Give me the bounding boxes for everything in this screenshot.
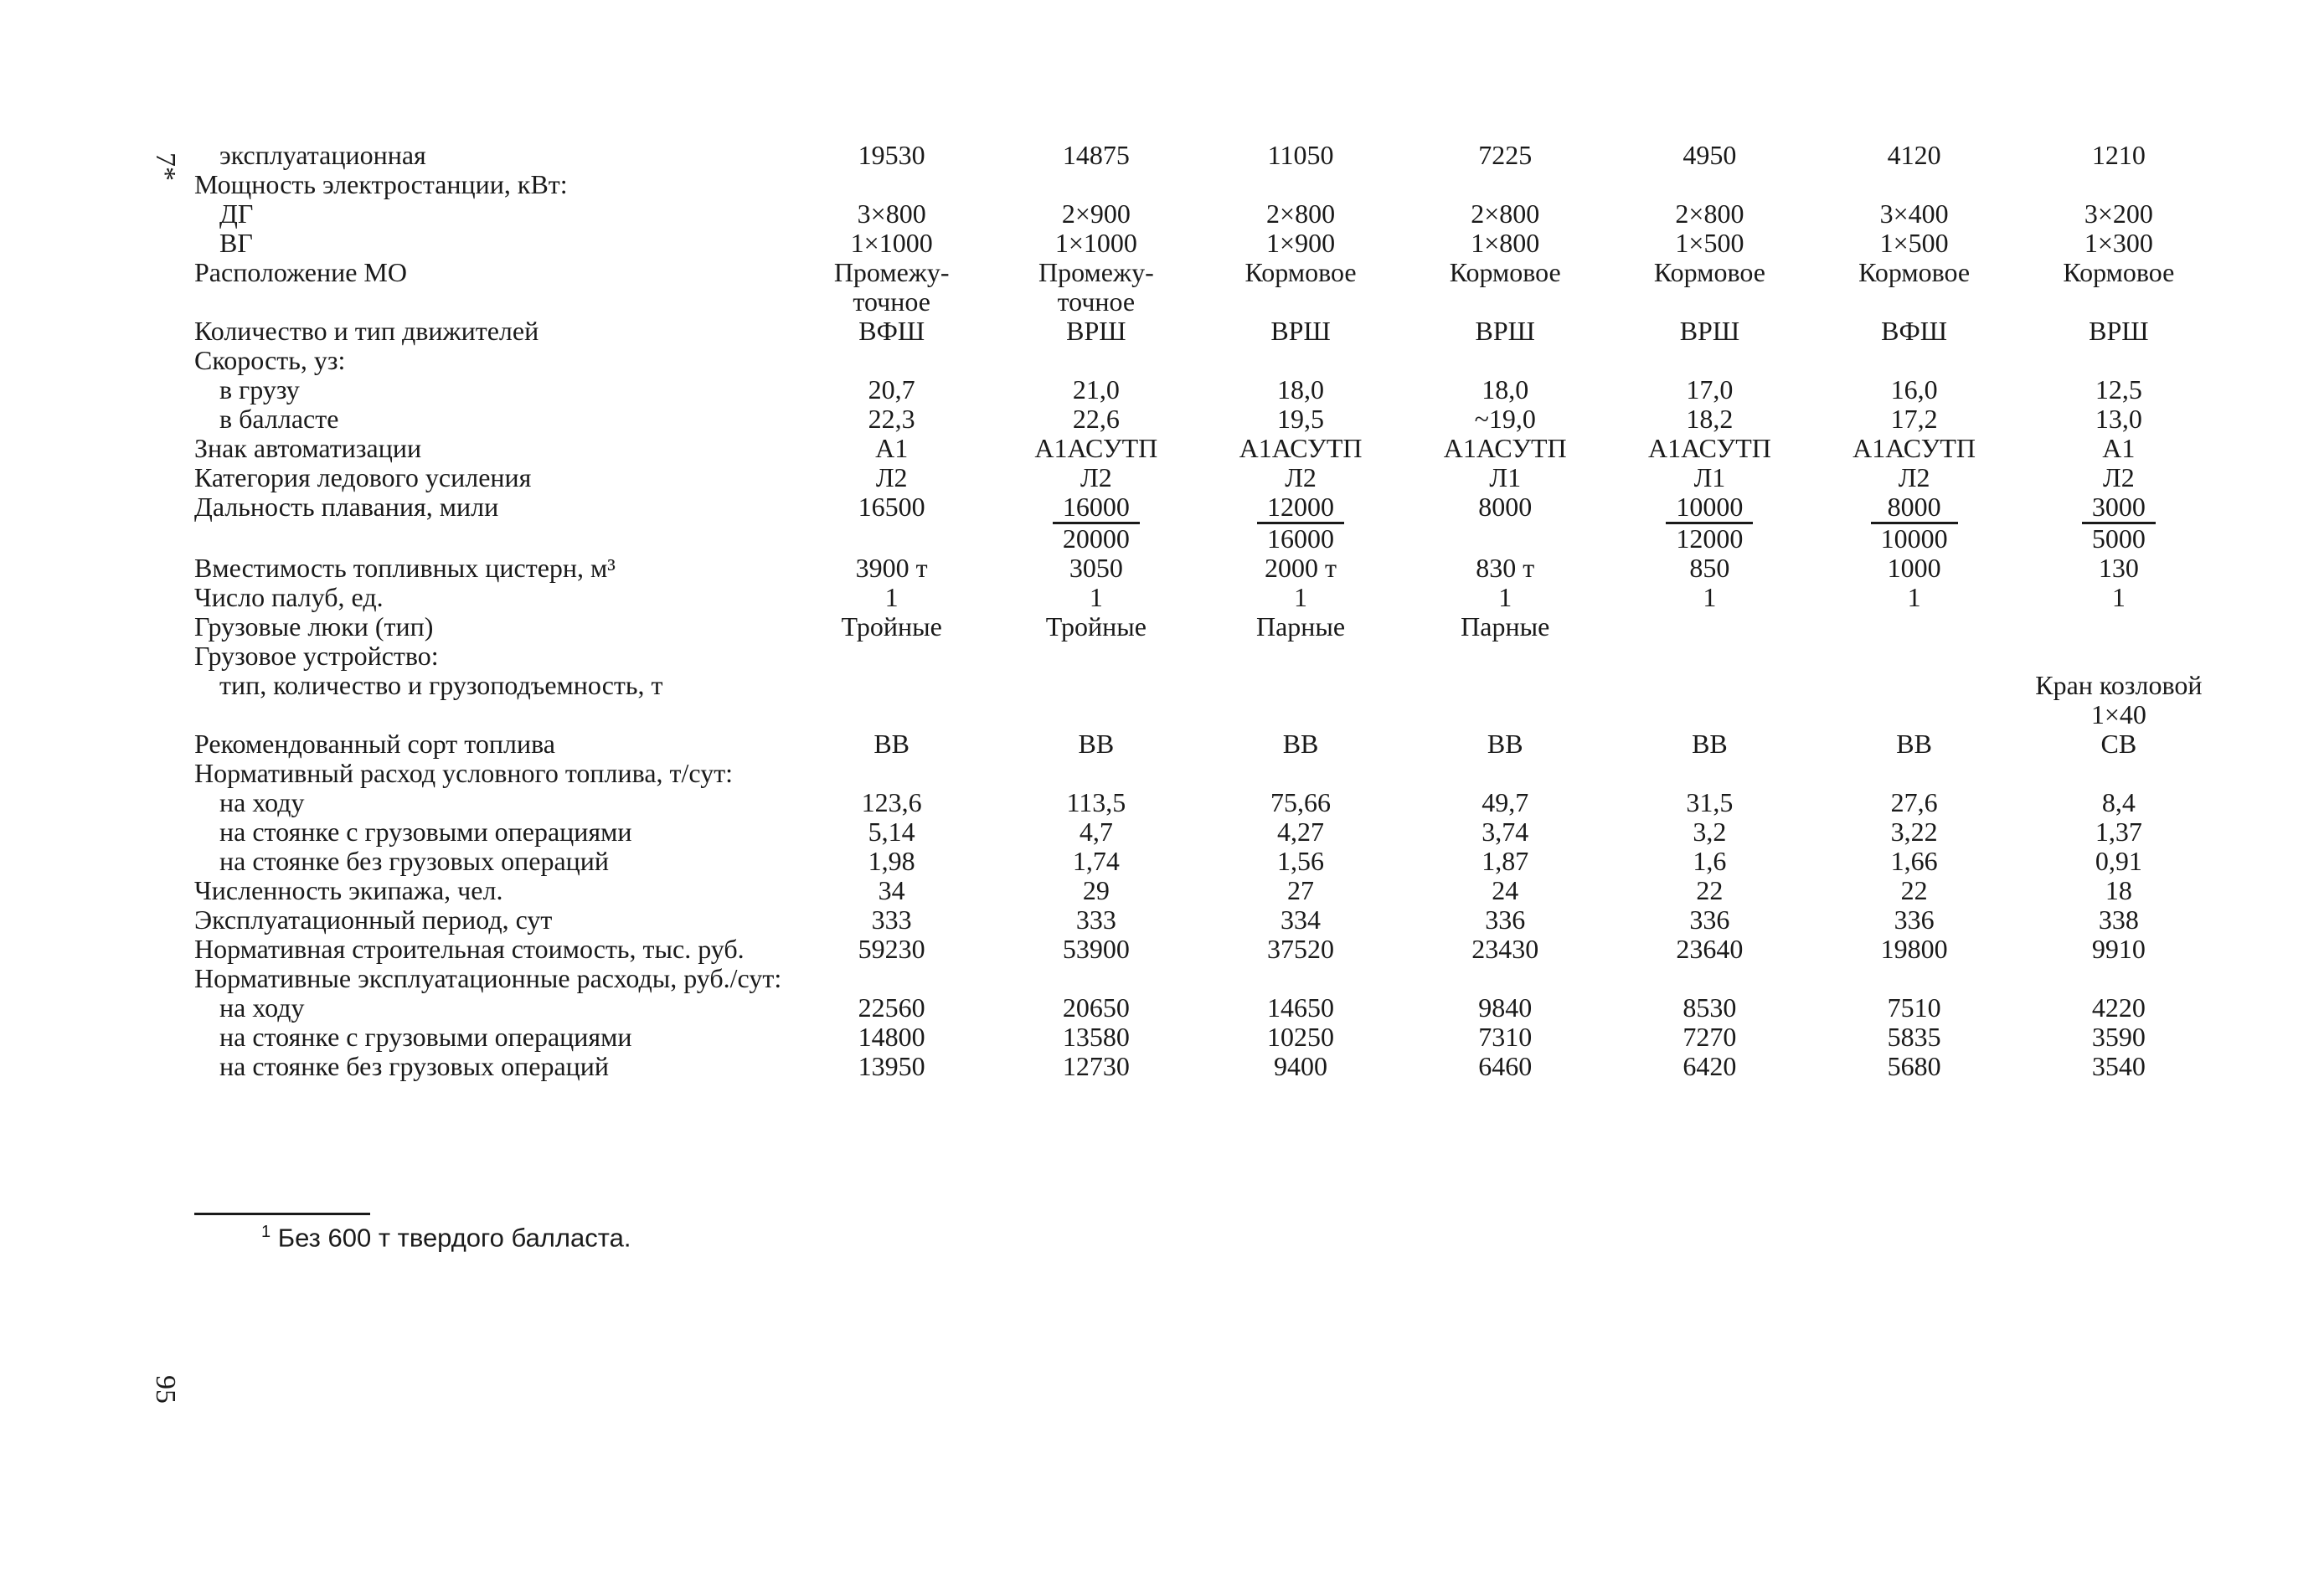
table-cell: [2017, 964, 2221, 993]
table-cell: 2000 т: [1265, 553, 1337, 583]
row-label: в балласте: [219, 404, 339, 434]
row-label: Эксплуатационный период, сут: [194, 904, 553, 935]
table-cell: СВ: [2100, 729, 2137, 759]
row-label: Нормативный расход условного топлива, т/сут:: [194, 758, 734, 788]
table-cell: 1×300: [2084, 228, 2153, 258]
table-cell: 830 т: [1476, 553, 1535, 583]
table-cell: 5680: [1887, 1051, 1941, 1081]
table-cell: ВВ: [1487, 729, 1523, 759]
table-cell: [1198, 492, 1403, 554]
table-cell: [994, 346, 1198, 375]
table-row: [194, 612, 2221, 642]
range-max-value: 16000: [1257, 522, 1344, 554]
table-cell: 1×500: [1675, 228, 1744, 258]
table-cell: А1АСУТП: [1034, 433, 1158, 463]
table-cell: [1812, 170, 2017, 199]
table-cell: 3050: [1069, 553, 1123, 583]
table-cell: 18,2: [1686, 404, 1734, 434]
table-row: [194, 492, 2221, 554]
table-cell: [1198, 642, 1403, 671]
footnote-rule: [194, 1213, 370, 1215]
table-cell: 336: [1894, 904, 1935, 935]
table-cell: 10250: [1267, 1022, 1335, 1052]
table-row: [194, 141, 2221, 170]
table-row: [194, 729, 2221, 759]
table-cell: [1812, 759, 2017, 788]
table-cell: [1198, 346, 1403, 375]
table-cell: ВВ: [1896, 729, 1932, 759]
table-cell: [790, 671, 994, 729]
table-cell: 14875: [1062, 140, 1130, 170]
table-cell: 27: [1287, 875, 1315, 905]
table-cell: ВВ: [1078, 729, 1115, 759]
table-cell: Кран козловой 1×40: [2035, 670, 2203, 729]
page-number: 95: [150, 1375, 181, 1404]
table-cell: Л2: [1080, 462, 1112, 492]
table-cell: 4120: [1887, 140, 1941, 170]
table-cell: 4950: [1682, 140, 1737, 170]
table-cell: ВВ: [873, 729, 910, 759]
table-cell: [994, 642, 1198, 671]
table-cell: Кормовое: [2063, 257, 2175, 287]
table-cell: 1×1000: [1054, 228, 1137, 258]
table-row: [194, 346, 2221, 375]
table-cell: ВФШ: [1881, 316, 1948, 346]
range-max-value: 5000: [2082, 522, 2156, 554]
table-body: [194, 141, 2221, 1081]
row-label: на ходу: [219, 787, 305, 817]
table-cell: 5,14: [868, 817, 915, 847]
row-label: Категория ледового усиления: [194, 462, 532, 492]
table-cell: [1812, 492, 2017, 554]
table-cell: 17,2: [1890, 404, 1938, 434]
table-row: [194, 583, 2221, 612]
row-label: Вместимость топливных цистерн, м³: [194, 553, 616, 583]
table-cell: [1403, 642, 1607, 671]
row-label: Знак автоматизации: [194, 433, 422, 463]
table-cell: [1812, 671, 2017, 729]
row-label: ДГ: [219, 198, 254, 229]
table-cell: 3,74: [1481, 817, 1529, 847]
table-cell: 2×800: [1471, 198, 1540, 229]
table-cell: [2017, 759, 2221, 788]
table-cell: [1403, 759, 1607, 788]
table-cell: 1,87: [1481, 846, 1529, 876]
table-cell: [1607, 759, 1811, 788]
table-row: [194, 258, 2221, 317]
table-cell: 1,74: [1072, 846, 1120, 876]
table-cell: 3×800: [857, 198, 926, 229]
table-cell: 336: [1689, 904, 1730, 935]
table-row: [194, 964, 2221, 993]
table-cell: 1: [1703, 582, 1717, 612]
table-cell: 13,0: [2095, 404, 2142, 434]
range-min-value: 3000: [2091, 492, 2146, 522]
table-cell: 14800: [858, 1022, 925, 1052]
table-cell: 22: [1900, 875, 1928, 905]
table-cell: Кормовое: [1244, 257, 1357, 287]
table-row: [194, 1023, 2221, 1052]
table-cell: 19530: [858, 140, 925, 170]
table-cell: 334: [1281, 904, 1322, 935]
table-cell: [2017, 346, 2221, 375]
table-cell: 1,37: [2095, 817, 2142, 847]
table-cell: 7225: [1478, 140, 1533, 170]
table-cell: 18,0: [1481, 374, 1529, 405]
table-cell: А1: [875, 433, 909, 463]
row-label: на стоянке без грузовых операций: [219, 846, 610, 876]
row-label: Количество и тип движителей: [194, 316, 539, 346]
table-cell: ВРШ: [1679, 316, 1740, 346]
range-min-value: 12000: [1267, 492, 1335, 522]
table-cell: Л2: [2103, 462, 2135, 492]
table-cell: [994, 492, 1198, 554]
table-cell: 22560: [858, 992, 925, 1023]
table-cell: 1,6: [1693, 846, 1727, 876]
table-cell: 22,6: [1072, 404, 1120, 434]
table-cell: 3×200: [2084, 198, 2153, 229]
range-min-value: 10000: [1676, 492, 1744, 522]
footnote-marker: 1: [261, 1223, 271, 1241]
table-cell: 4220: [2091, 992, 2146, 1023]
row-label: на ходу: [219, 992, 305, 1023]
row-label: Число палуб, ед.: [194, 582, 384, 612]
table-cell: 1: [1498, 582, 1512, 612]
row-label: Нормативная строительная стоимость, тыс. руб.: [194, 934, 745, 964]
table-cell: 7270: [1682, 1022, 1737, 1052]
table-cell: ВРШ: [1270, 316, 1331, 346]
table-cell: Кормовое: [1653, 257, 1765, 287]
table-row: [194, 317, 2221, 346]
table-cell: [1607, 642, 1811, 671]
table-cell: [2017, 612, 2221, 642]
table-cell: Парные: [1255, 611, 1346, 642]
table-cell: 13950: [858, 1051, 925, 1081]
row-label: Дальность плавания, мили: [194, 492, 499, 522]
row-label: Нормативные эксплуатационные расходы, руб./сут:: [194, 963, 782, 993]
table-cell: 3590: [2091, 1022, 2146, 1052]
table-row: [194, 229, 2221, 258]
row-label: ВГ: [219, 228, 253, 258]
footnote: [261, 1223, 631, 1253]
table-cell: [1198, 671, 1403, 729]
table-cell: ВВ: [1282, 729, 1319, 759]
table-cell: [1198, 759, 1403, 788]
table-cell: Кормовое: [1449, 257, 1561, 287]
table-cell: 6420: [1682, 1051, 1737, 1081]
table-cell: [1607, 964, 1811, 993]
row-label: на стоянке без грузовых операций: [219, 1051, 610, 1081]
table-cell: 1×800: [1471, 228, 1540, 258]
table-cell: 20,7: [868, 374, 915, 405]
table-cell: 7310: [1478, 1022, 1533, 1052]
table-cell: [994, 170, 1198, 199]
table-cell: Л2: [1898, 462, 1930, 492]
table-cell: 123,6: [861, 787, 922, 817]
table-cell: [1607, 170, 1811, 199]
table-cell: 9400: [1274, 1051, 1328, 1081]
table-cell: 1: [1089, 582, 1103, 612]
table-cell: 12730: [1062, 1051, 1130, 1081]
table-cell: [1403, 964, 1607, 993]
table-cell: [1607, 612, 1811, 642]
table-cell: 850: [1689, 553, 1730, 583]
table-cell: 4,7: [1079, 817, 1113, 847]
table-cell: 27,6: [1890, 787, 1938, 817]
table-cell: 14650: [1267, 992, 1335, 1023]
table-row: [194, 847, 2221, 876]
table-cell: 6460: [1478, 1051, 1533, 1081]
row-label: в грузу: [219, 374, 300, 405]
table-cell: 18,0: [1277, 374, 1325, 405]
margin-signature-mark: 7*: [150, 152, 181, 181]
row-label: Рекомендованный сорт топлива: [194, 729, 555, 759]
table-cell: 37520: [1267, 934, 1335, 964]
table-cell: 23640: [1676, 934, 1744, 964]
table-cell: ВРШ: [1475, 316, 1535, 346]
range-min-value: 8000: [1887, 492, 1941, 522]
table-cell: Кормовое: [1858, 257, 1971, 287]
table-cell: 1210: [2091, 140, 2146, 170]
row-label: Расположение МО: [194, 257, 407, 287]
table-cell: 17,0: [1686, 374, 1734, 405]
table-row: [194, 375, 2221, 405]
table-cell: [994, 759, 1198, 788]
table-cell: 75,66: [1270, 787, 1332, 817]
row-label: эксплуатационная: [219, 140, 426, 170]
table-cell: Промежу- точное: [833, 257, 950, 317]
table-cell: Л1: [1489, 462, 1522, 492]
table-cell: 1,98: [868, 846, 915, 876]
row-label: Скорость, уз:: [194, 345, 346, 375]
table-cell: [994, 964, 1198, 993]
table-cell: ВРШ: [2089, 316, 2149, 346]
table-cell: 1000: [1887, 553, 1941, 583]
table-cell: 1×1000: [850, 228, 933, 258]
table-cell: 2×800: [1266, 198, 1336, 229]
table-cell: Л2: [875, 462, 908, 492]
table-row: [194, 935, 2221, 964]
table-cell: 18: [2105, 875, 2132, 905]
table-row: [194, 817, 2221, 847]
table-cell: 22,3: [868, 404, 915, 434]
table-cell: [994, 671, 1198, 729]
table-cell: Тройные: [1045, 611, 1147, 642]
row-label: тип, количество и грузоподъемность, т: [219, 670, 663, 700]
row-label: на стоянке с грузовыми операциями: [219, 817, 632, 847]
table-cell: 24: [1492, 875, 1519, 905]
table-cell: [790, 642, 994, 671]
table-cell: [2017, 170, 2221, 199]
range-max-value: 10000: [1871, 522, 1958, 554]
table-cell: А1АСУТП: [1239, 433, 1363, 463]
table-cell: [1607, 492, 1811, 554]
table-row: [194, 1052, 2221, 1081]
footnote-text: Без 600 т твердого балласта.: [277, 1223, 631, 1253]
table-cell: 130: [2098, 553, 2139, 583]
table-row: [194, 405, 2221, 434]
table-cell: 1,66: [1890, 846, 1938, 876]
table-cell: А1АСУТП: [1647, 433, 1771, 463]
table-row: [194, 170, 2221, 199]
table-cell: 19800: [1880, 934, 1948, 964]
table-cell: Парные: [1461, 611, 1550, 642]
row-label: Мощность электростанции, кВт:: [194, 169, 568, 199]
table-cell: 19,5: [1277, 404, 1325, 434]
table-cell: 5835: [1887, 1022, 1941, 1052]
table-cell: [1198, 964, 1403, 993]
table-cell: А1АСУТП: [1443, 433, 1567, 463]
table-cell: 1,56: [1277, 846, 1325, 876]
table-row: [194, 905, 2221, 935]
table-cell: 1: [1294, 582, 1308, 612]
table-cell: 34: [878, 875, 905, 905]
range-max-value: 20000: [1053, 522, 1140, 554]
range-min-value: 16000: [1062, 492, 1130, 522]
table-cell: 1: [1907, 582, 1921, 612]
table-cell: [2017, 642, 2221, 671]
table-cell: 333: [1075, 904, 1116, 935]
table-cell: 3,22: [1890, 817, 1938, 847]
table-cell: ВРШ: [1066, 316, 1126, 346]
table-row: [194, 876, 2221, 905]
row-label: на стоянке с грузовыми операциями: [219, 1022, 632, 1052]
table-row: [194, 199, 2221, 229]
table-row: [194, 434, 2221, 463]
table-cell: ВФШ: [858, 316, 925, 346]
table-cell: [1403, 170, 1607, 199]
table-cell: 1: [2111, 582, 2126, 612]
table-cell: 29: [1082, 875, 1110, 905]
table-cell: 2×800: [1675, 198, 1744, 229]
table-row: [194, 642, 2221, 671]
table-cell: 11050: [1267, 140, 1334, 170]
table-cell: 13580: [1062, 1022, 1130, 1052]
table-cell: [1812, 964, 2017, 993]
table-cell: 23430: [1471, 934, 1539, 964]
table-row: [194, 671, 2221, 729]
range-min-value: 16500: [858, 492, 925, 522]
table-cell: А1: [2102, 433, 2136, 463]
table-cell: 49,7: [1481, 787, 1529, 817]
table-cell: 12,5: [2095, 374, 2142, 405]
table-cell: [1403, 492, 1607, 554]
table-cell: А1АСУТП: [1853, 433, 1976, 463]
table-cell: ВВ: [1692, 729, 1728, 759]
table-cell: [2017, 492, 2221, 554]
table-cell: 2×900: [1061, 198, 1131, 229]
table-cell: 1×900: [1266, 228, 1336, 258]
table-cell: [1403, 671, 1607, 729]
table-cell: ~19,0: [1474, 404, 1536, 434]
table-cell: [790, 170, 994, 199]
table-row: [194, 554, 2221, 583]
range-min-value: 8000: [1478, 492, 1533, 522]
table-cell: Л1: [1693, 462, 1726, 492]
table-cell: 16,0: [1890, 374, 1938, 405]
table-cell: 333: [871, 904, 912, 935]
table-cell: 113,5: [1066, 787, 1126, 817]
row-label: Грузовое устройство:: [194, 641, 439, 671]
table-cell: 0,91: [2095, 846, 2142, 876]
table-cell: [1812, 642, 2017, 671]
table-cell: [790, 492, 994, 554]
table-cell: 7510: [1887, 992, 1941, 1023]
table-cell: [790, 346, 994, 375]
table-cell: 3,2: [1693, 817, 1727, 847]
table-cell: [1812, 346, 2017, 375]
table-cell: 59230: [858, 934, 925, 964]
table-cell: Промежу- точное: [1038, 257, 1154, 317]
range-max-value: 12000: [1666, 522, 1753, 554]
table-cell: Л2: [1285, 462, 1317, 492]
specification-table: [194, 141, 2221, 1081]
table-cell: 4,27: [1277, 817, 1325, 847]
table-row: [194, 463, 2221, 492]
table-cell: 21,0: [1072, 374, 1120, 405]
table-cell: 3540: [2091, 1051, 2146, 1081]
table-cell: 53900: [1062, 934, 1130, 964]
table-cell: [1607, 346, 1811, 375]
table-cell: 1×500: [1879, 228, 1949, 258]
table-cell: 8,4: [2101, 787, 2136, 817]
table-cell: 1: [884, 582, 899, 612]
table-cell: [1198, 170, 1403, 199]
table-cell: 9840: [1478, 992, 1533, 1023]
table-cell: 3×400: [1879, 198, 1949, 229]
table-row: [194, 788, 2221, 817]
table-cell: 8530: [1682, 992, 1737, 1023]
table-cell: 9910: [2091, 934, 2146, 964]
table-cell: [1403, 346, 1607, 375]
row-label: Грузовые люки (тип): [194, 611, 434, 642]
table-row: [194, 993, 2221, 1023]
table-cell: 20650: [1062, 992, 1130, 1023]
table-cell: [1607, 671, 1811, 729]
table-cell: 31,5: [1686, 787, 1734, 817]
table-cell: [1812, 612, 2017, 642]
table-cell: 22: [1696, 875, 1724, 905]
table-cell: 338: [2098, 904, 2139, 935]
row-label: Численность экипажа, чел.: [194, 875, 503, 905]
table-cell: [790, 964, 994, 993]
table-cell: 336: [1485, 904, 1526, 935]
table-cell: 3900 т: [855, 553, 928, 583]
table-cell: [790, 759, 994, 788]
table-cell: Тройные: [841, 611, 942, 642]
table-row: [194, 759, 2221, 788]
